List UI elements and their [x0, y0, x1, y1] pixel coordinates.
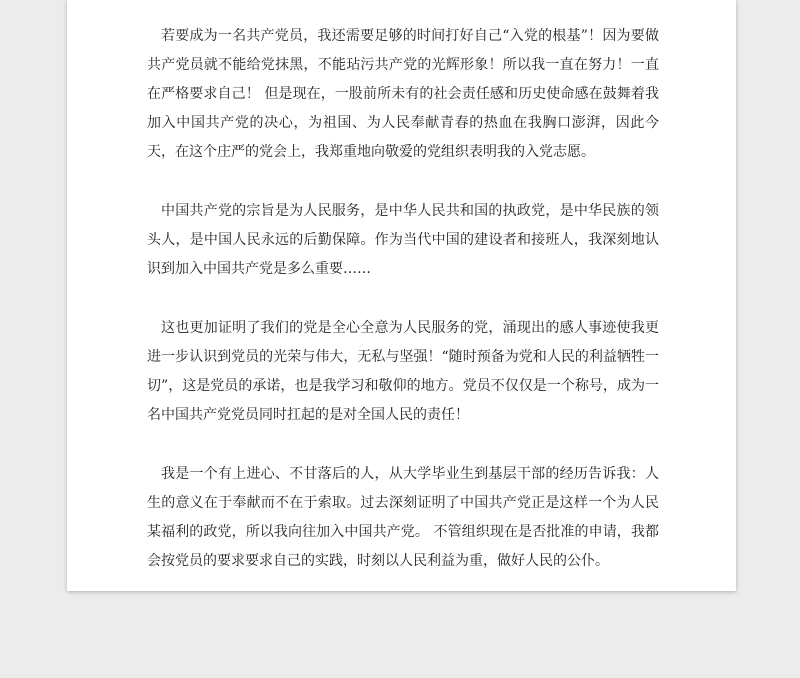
- paragraph-4: 我是一个有上进心、不甘落后的人，从大学毕业生到基层干部的经历告诉我：人生的意义在于奉献而不在于索取。过去深刻证明了中国共产党正是这样一个为人民某福利的政党，所以我向往加入中国共产党。 不管组织现在是否批准的申请，我都会按党员的要求要求自己的实践，时刻以人民利益为重，做好人民的公仆。: [147, 466, 659, 569]
- paragraph-3: 这也更加证明了我们的党是全心全意为人民服务的党，涌现出的感人事迹使我更进一步认识到党员的光荣与伟大，无私与坚强！“随时预备为党和人民的利益牺牲一切”，这是党员的承诺，也是我学习和敬仰的地方。党员不仅仅是一个称号，成为一名中国共产党党员同时扛起的是对全国人民的责任！: [147, 320, 659, 423]
- paragraph-1: 若要成为一名共产党员，我还需要足够的时间打好自己“入党的根基”！因为要做共产党员就不能给党抹黑，不能玷污共产党的光辉形象！所以我一直在努力！一直在严格要求自己！ 但是现在，一股前所未有的社会责任感和历史使命感在鼓舞着我加入中国共产党的决心，为祖国、为人民奉献青春的热血在我胸口澎湃，因此今天，在这个庄严的党会上，我郑重地向敬爱的党组织表明我的入党志愿。: [147, 28, 659, 160]
- paragraph-2: 中国共产党的宗旨是为人民服务，是中华人民共和国的执政党，是中华民族的领头人，是中国人民永远的后勤保障。作为当代中国的建设者和接班人，我深刻地认识到加入中国共产党是多么重要……: [147, 203, 659, 277]
- document-page: [67, 0, 736, 591]
- document-body: [147, 22, 659, 606]
